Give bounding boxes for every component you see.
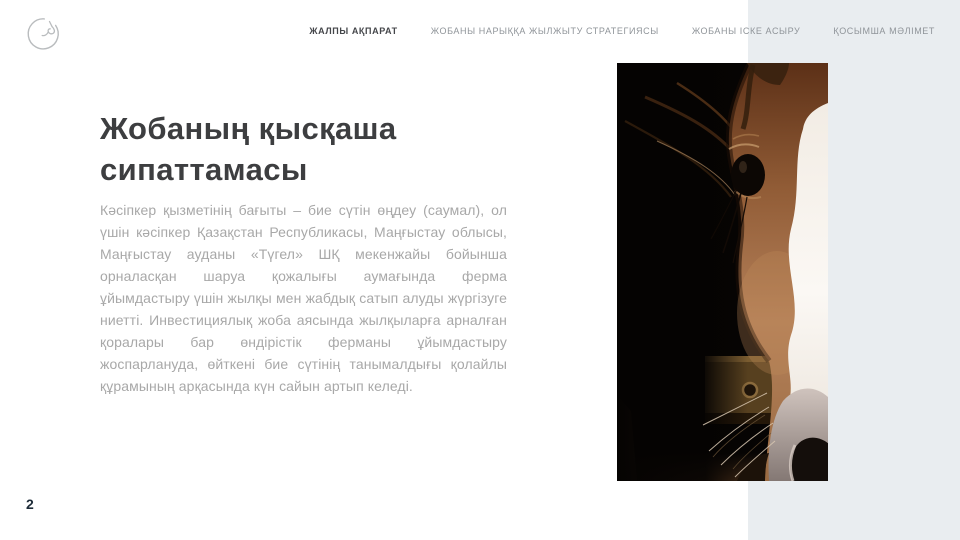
nav-item-general-info[interactable]: ЖАЛПЫ АҚПАРАТ xyxy=(309,26,398,36)
horse-logo-icon[interactable] xyxy=(21,10,65,54)
nav-item-additional-info[interactable]: ҚОСЫМША МӘЛІМЕТ xyxy=(833,26,935,36)
top-nav xyxy=(300,0,935,62)
body-text: Кәсіпкер қызметінің бағыты – бие сүтін өңдеу (саумал), ол үшін кәсіпкер Қазақстан Республикасы, Маңғыстау облысы, Маңғыстау ауданы «Түгел» ШҚ мекенжайы бойынша орналасқан шаруа қожалығы аумағында ферма ұйымдастыру үшін жылқы мен жабдық сатып алуды жүргізуге ниетті. Инвестициялық жоба аясында жылқыларға арналған қоралары бар өндірістік ферманы ұйымдастыру жоспарлануда, өйткені бие сүтінің танымалдығы қолайлы құрамының арқасында күн сайын артып келеді. xyxy=(100,202,507,394)
page-title: Жобаның қысқаша сипаттамасы xyxy=(100,111,397,188)
nav-item-market-strategy[interactable]: ЖОБАНЫ НАРЫҚҚА ЖЫЛЖЫТУ СТРАТЕГИЯСЫ xyxy=(430,26,659,36)
nav-item-implementation[interactable]: ЖОБАНЫ ІСКЕ АСЫРУ xyxy=(691,26,801,36)
page-number: 2 xyxy=(26,496,34,512)
horse-photo xyxy=(617,63,828,481)
